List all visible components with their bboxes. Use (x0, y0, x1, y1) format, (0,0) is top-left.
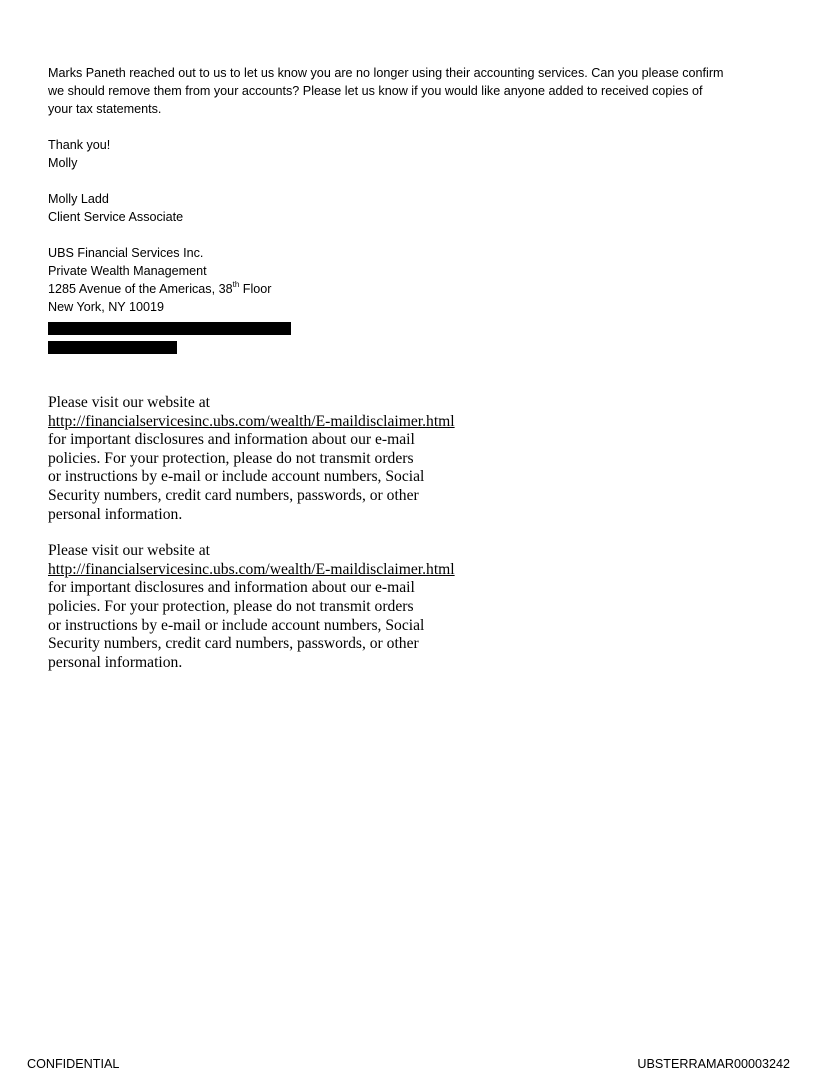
disclaimer-line: personal information. (48, 653, 183, 671)
bates-number: UBSTERRAMAR00003242 (637, 1057, 790, 1071)
confidential-label: CONFIDENTIAL (27, 1057, 120, 1071)
body-text-line: your tax statements. (48, 102, 162, 116)
signature-division: Private Wealth Management (48, 264, 207, 278)
redaction-bar (48, 322, 291, 335)
address-street: 1285 Avenue of the Americas, 38 (48, 282, 233, 296)
disclaimer-line: or instructions by e-mail or include account numbers, Social (48, 468, 425, 486)
body-text-line: we should remove them from your accounts? Please let us know if you would like anyone added to received copies of (48, 84, 703, 98)
signature-city: New York, NY 10019 (48, 300, 164, 314)
email-signature (48, 190, 788, 354)
disclaimer-line: Security numbers, credit card numbers, passwords, or other (48, 635, 419, 653)
disclaimer-line: policies. For your protection, please do not transmit orders (48, 449, 414, 467)
disclaimer-block (48, 394, 788, 524)
document-page (48, 64, 788, 672)
disclaimer-line: personal information. (48, 505, 183, 523)
signature-company: UBS Financial Services Inc. (48, 246, 204, 260)
email-body (48, 64, 788, 354)
address-ordinal: th (232, 279, 240, 289)
closing-name: Molly (48, 156, 78, 170)
disclaimer-link[interactable]: http://financialservicesinc.ubs.com/wealth/E-maildisclaimer.html (48, 560, 455, 578)
signature-name: Molly Ladd (48, 192, 109, 206)
disclaimer-block (48, 542, 788, 672)
disclaimer-link[interactable]: http://financialservicesinc.ubs.com/wealth/E-maildisclaimer.html (48, 412, 455, 430)
disclaimer-line: Please visit our website at (48, 542, 210, 560)
redaction-bar (48, 341, 177, 354)
disclaimer-line: for important disclosures and information about our e-mail (48, 431, 415, 449)
disclaimer-line: or instructions by e-mail or include account numbers, Social (48, 616, 425, 634)
closing-text: Thank you! (48, 138, 111, 152)
signature-title: Client Service Associate (48, 210, 184, 224)
address-floor: Floor (239, 282, 272, 296)
disclaimer-line: Please visit our website at (48, 394, 210, 411)
disclaimer-line: policies. For your protection, please do not transmit orders (48, 597, 414, 615)
body-text-line: Marks Paneth reached out to us to let us know you are no longer using their accounting services. Can you please confirm (48, 66, 724, 80)
disclaimer-line: Security numbers, credit card numbers, passwords, or other (48, 486, 419, 504)
disclaimer-line: for important disclosures and information about our e-mail (48, 579, 415, 597)
signature-address (48, 280, 788, 298)
